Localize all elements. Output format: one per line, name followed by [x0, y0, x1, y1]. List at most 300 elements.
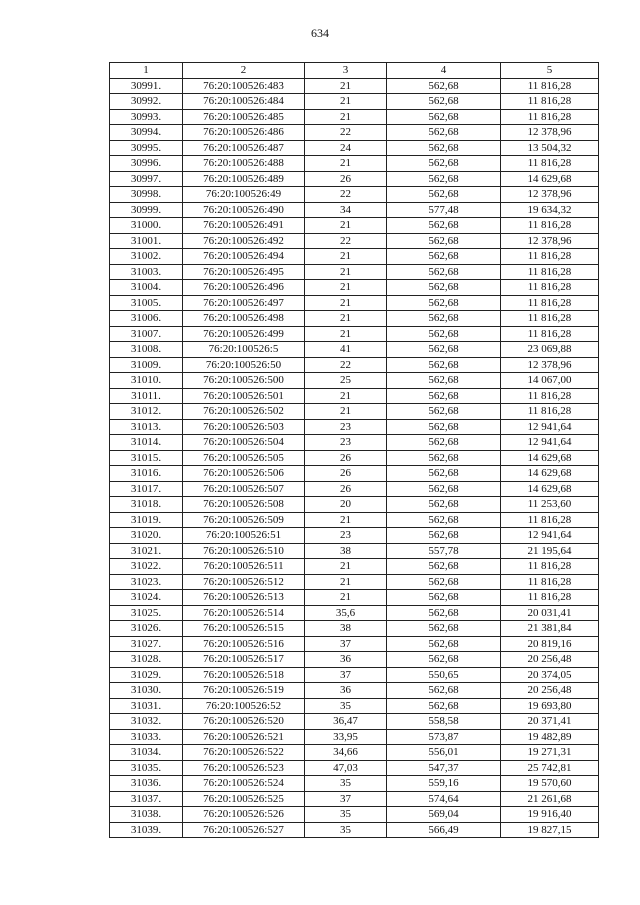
table-row — [110, 264, 599, 280]
row-number-cell: 31035. — [110, 760, 183, 776]
row-number-cell: 30999. — [110, 202, 183, 218]
table-row — [110, 481, 599, 497]
table-row — [110, 218, 599, 234]
data-table — [109, 62, 599, 838]
row-number-cell: 31018. — [110, 497, 183, 513]
cadastral-number-cell: 76:20:100526:486 — [183, 125, 305, 141]
value-cell: 14 067,00 — [501, 373, 599, 389]
row-number-cell: 31030. — [110, 683, 183, 699]
area-cell: 35 — [305, 822, 387, 838]
area-cell: 25 — [305, 373, 387, 389]
row-number-cell: 31017. — [110, 481, 183, 497]
cadastral-number-cell: 76:20:100526:517 — [183, 652, 305, 668]
rate-cell: 562,68 — [387, 326, 501, 342]
rate-cell: 562,68 — [387, 109, 501, 125]
area-cell: 21 — [305, 326, 387, 342]
table-row — [110, 419, 599, 435]
row-number-cell: 30997. — [110, 171, 183, 187]
value-cell: 20 371,41 — [501, 714, 599, 730]
table-header-row — [110, 63, 599, 79]
rate-cell: 562,68 — [387, 357, 501, 373]
rate-cell: 562,68 — [387, 311, 501, 327]
cadastral-number-cell: 76:20:100526:495 — [183, 264, 305, 280]
row-number-cell: 31022. — [110, 559, 183, 575]
row-number-cell: 31011. — [110, 388, 183, 404]
row-number-cell: 31023. — [110, 574, 183, 590]
value-cell: 11 816,28 — [501, 218, 599, 234]
cadastral-number-cell: 76:20:100526:503 — [183, 419, 305, 435]
row-number-cell: 31012. — [110, 404, 183, 420]
value-cell: 20 031,41 — [501, 605, 599, 621]
rate-cell: 562,68 — [387, 404, 501, 420]
table-row — [110, 559, 599, 575]
row-number-cell: 30991. — [110, 78, 183, 94]
value-cell: 19 693,80 — [501, 698, 599, 714]
cadastral-number-cell: 76:20:100526:511 — [183, 559, 305, 575]
cadastral-number-cell: 76:20:100526:520 — [183, 714, 305, 730]
cadastral-number-cell: 76:20:100526:516 — [183, 636, 305, 652]
value-cell: 11 816,28 — [501, 109, 599, 125]
cadastral-number-cell: 76:20:100526:484 — [183, 94, 305, 110]
table-row — [110, 326, 599, 342]
table-row — [110, 683, 599, 699]
row-number-cell: 31020. — [110, 528, 183, 544]
area-cell: 23 — [305, 419, 387, 435]
value-cell: 19 827,15 — [501, 822, 599, 838]
cadastral-number-cell: 76:20:100526:514 — [183, 605, 305, 621]
area-cell: 21 — [305, 249, 387, 265]
row-number-cell: 31033. — [110, 729, 183, 745]
row-number-cell: 30995. — [110, 140, 183, 156]
column-header: 5 — [501, 63, 599, 79]
row-number-cell: 31000. — [110, 218, 183, 234]
rate-cell: 562,68 — [387, 249, 501, 265]
area-cell: 21 — [305, 590, 387, 606]
area-cell: 41 — [305, 342, 387, 358]
rate-cell: 558,58 — [387, 714, 501, 730]
cadastral-number-cell: 76:20:100526:509 — [183, 512, 305, 528]
value-cell: 19 570,60 — [501, 776, 599, 792]
table-row — [110, 295, 599, 311]
table-row — [110, 652, 599, 668]
table-row — [110, 590, 599, 606]
column-header: 3 — [305, 63, 387, 79]
row-number-cell: 30992. — [110, 94, 183, 110]
area-cell: 23 — [305, 528, 387, 544]
row-number-cell: 31001. — [110, 233, 183, 249]
value-cell: 12 378,96 — [501, 187, 599, 203]
value-cell: 11 816,28 — [501, 326, 599, 342]
row-number-cell: 31038. — [110, 807, 183, 823]
rate-cell: 562,68 — [387, 171, 501, 187]
value-cell: 21 381,84 — [501, 621, 599, 637]
cadastral-number-cell: 76:20:100526:490 — [183, 202, 305, 218]
rate-cell: 562,68 — [387, 125, 501, 141]
cadastral-number-cell: 76:20:100526:50 — [183, 357, 305, 373]
rate-cell: 574,64 — [387, 791, 501, 807]
column-header: 1 — [110, 63, 183, 79]
rate-cell: 562,68 — [387, 435, 501, 451]
column-header: 2 — [183, 63, 305, 79]
table-row — [110, 109, 599, 125]
area-cell: 26 — [305, 450, 387, 466]
area-cell: 21 — [305, 109, 387, 125]
table-row — [110, 543, 599, 559]
area-cell: 34,66 — [305, 745, 387, 761]
value-cell: 11 816,28 — [501, 590, 599, 606]
rate-cell: 550,65 — [387, 667, 501, 683]
rate-cell: 562,68 — [387, 559, 501, 575]
value-cell: 14 629,68 — [501, 481, 599, 497]
cadastral-number-cell: 76:20:100526:515 — [183, 621, 305, 637]
area-cell: 26 — [305, 171, 387, 187]
value-cell: 11 816,28 — [501, 311, 599, 327]
rate-cell: 562,68 — [387, 512, 501, 528]
area-cell: 34 — [305, 202, 387, 218]
cadastral-number-cell: 76:20:100526:492 — [183, 233, 305, 249]
area-cell: 26 — [305, 481, 387, 497]
rate-cell: 569,04 — [387, 807, 501, 823]
area-cell: 22 — [305, 357, 387, 373]
table-row — [110, 187, 599, 203]
table-row — [110, 714, 599, 730]
rate-cell: 547,37 — [387, 760, 501, 776]
row-number-cell: 31039. — [110, 822, 183, 838]
rate-cell: 577,48 — [387, 202, 501, 218]
table-row — [110, 171, 599, 187]
value-cell: 11 253,60 — [501, 497, 599, 513]
cadastral-number-cell: 76:20:100526:508 — [183, 497, 305, 513]
row-number-cell: 30996. — [110, 156, 183, 172]
table-row — [110, 78, 599, 94]
area-cell: 36 — [305, 652, 387, 668]
value-cell: 11 816,28 — [501, 404, 599, 420]
table-row — [110, 233, 599, 249]
table-row — [110, 807, 599, 823]
rate-cell: 562,68 — [387, 652, 501, 668]
row-number-cell: 31037. — [110, 791, 183, 807]
area-cell: 23 — [305, 435, 387, 451]
table-row — [110, 435, 599, 451]
rate-cell: 562,68 — [387, 590, 501, 606]
row-number-cell: 31036. — [110, 776, 183, 792]
area-cell: 47,03 — [305, 760, 387, 776]
rate-cell: 562,68 — [387, 419, 501, 435]
row-number-cell: 30993. — [110, 109, 183, 125]
table-row — [110, 466, 599, 482]
table-row — [110, 574, 599, 590]
value-cell: 14 629,68 — [501, 466, 599, 482]
row-number-cell: 31010. — [110, 373, 183, 389]
table-row — [110, 280, 599, 296]
row-number-cell: 31031. — [110, 698, 183, 714]
rate-cell: 562,68 — [387, 218, 501, 234]
area-cell: 24 — [305, 140, 387, 156]
rate-cell: 562,68 — [387, 388, 501, 404]
value-cell: 11 816,28 — [501, 156, 599, 172]
row-number-cell: 31032. — [110, 714, 183, 730]
cadastral-number-cell: 76:20:100526:513 — [183, 590, 305, 606]
row-number-cell: 31002. — [110, 249, 183, 265]
rate-cell: 562,68 — [387, 574, 501, 590]
cadastral-number-cell: 76:20:100526:485 — [183, 109, 305, 125]
cadastral-number-cell: 76:20:100526:500 — [183, 373, 305, 389]
rate-cell: 562,68 — [387, 280, 501, 296]
row-number-cell: 31025. — [110, 605, 183, 621]
table-row — [110, 388, 599, 404]
value-cell: 11 816,28 — [501, 574, 599, 590]
cadastral-number-cell: 76:20:100526:497 — [183, 295, 305, 311]
value-cell: 11 816,28 — [501, 78, 599, 94]
value-cell: 20 819,16 — [501, 636, 599, 652]
row-number-cell: 31003. — [110, 264, 183, 280]
area-cell: 36,47 — [305, 714, 387, 730]
cadastral-number-cell: 76:20:100526:519 — [183, 683, 305, 699]
table-row — [110, 94, 599, 110]
table-row — [110, 760, 599, 776]
table-row — [110, 140, 599, 156]
cadastral-number-cell: 76:20:100526:506 — [183, 466, 305, 482]
table-row — [110, 311, 599, 327]
value-cell: 23 069,88 — [501, 342, 599, 358]
area-cell: 20 — [305, 497, 387, 513]
cadastral-number-cell: 76:20:100526:489 — [183, 171, 305, 187]
value-cell: 21 195,64 — [501, 543, 599, 559]
area-cell: 21 — [305, 295, 387, 311]
rate-cell: 562,68 — [387, 698, 501, 714]
cadastral-number-cell: 76:20:100526:483 — [183, 78, 305, 94]
area-cell: 21 — [305, 559, 387, 575]
area-cell: 35 — [305, 807, 387, 823]
row-number-cell: 31027. — [110, 636, 183, 652]
table-row — [110, 357, 599, 373]
table-row — [110, 497, 599, 513]
area-cell: 21 — [305, 404, 387, 420]
cadastral-number-cell: 76:20:100526:527 — [183, 822, 305, 838]
area-cell: 38 — [305, 621, 387, 637]
area-cell: 21 — [305, 512, 387, 528]
value-cell: 12 378,96 — [501, 125, 599, 141]
table-row — [110, 729, 599, 745]
value-cell: 11 816,28 — [501, 295, 599, 311]
cadastral-number-cell: 76:20:100526:521 — [183, 729, 305, 745]
rate-cell: 562,68 — [387, 156, 501, 172]
cadastral-number-cell: 76:20:100526:496 — [183, 280, 305, 296]
value-cell: 12 941,64 — [501, 419, 599, 435]
table-row — [110, 605, 599, 621]
row-number-cell: 31007. — [110, 326, 183, 342]
value-cell: 12 378,96 — [501, 357, 599, 373]
table-row — [110, 621, 599, 637]
value-cell: 11 816,28 — [501, 388, 599, 404]
cadastral-number-cell: 76:20:100526:502 — [183, 404, 305, 420]
value-cell: 11 816,28 — [501, 94, 599, 110]
area-cell: 35 — [305, 698, 387, 714]
rate-cell: 559,16 — [387, 776, 501, 792]
value-cell: 20 256,48 — [501, 683, 599, 699]
row-number-cell: 31015. — [110, 450, 183, 466]
page-number: 634 — [311, 26, 329, 40]
area-cell: 35 — [305, 776, 387, 792]
area-cell: 35,6 — [305, 605, 387, 621]
value-cell: 19 271,31 — [501, 745, 599, 761]
row-number-cell: 31004. — [110, 280, 183, 296]
cadastral-number-cell: 76:20:100526:518 — [183, 667, 305, 683]
cadastral-number-cell: 76:20:100526:522 — [183, 745, 305, 761]
rate-cell: 562,68 — [387, 466, 501, 482]
rate-cell: 562,68 — [387, 683, 501, 699]
cadastral-number-cell: 76:20:100526:487 — [183, 140, 305, 156]
row-number-cell: 31005. — [110, 295, 183, 311]
value-cell: 13 504,32 — [501, 140, 599, 156]
area-cell: 33,95 — [305, 729, 387, 745]
cadastral-number-cell: 76:20:100526:499 — [183, 326, 305, 342]
value-cell: 19 916,40 — [501, 807, 599, 823]
value-cell: 12 378,96 — [501, 233, 599, 249]
value-cell: 11 816,28 — [501, 559, 599, 575]
rate-cell: 556,01 — [387, 745, 501, 761]
rate-cell: 573,87 — [387, 729, 501, 745]
table-row — [110, 636, 599, 652]
value-cell: 20 256,48 — [501, 652, 599, 668]
table-row — [110, 202, 599, 218]
table-row — [110, 745, 599, 761]
table-row — [110, 512, 599, 528]
area-cell: 37 — [305, 667, 387, 683]
area-cell: 21 — [305, 156, 387, 172]
rate-cell: 562,68 — [387, 605, 501, 621]
cadastral-number-cell: 76:20:100526:512 — [183, 574, 305, 590]
row-number-cell: 31008. — [110, 342, 183, 358]
area-cell: 21 — [305, 388, 387, 404]
row-number-cell: 31034. — [110, 745, 183, 761]
area-cell: 21 — [305, 311, 387, 327]
row-number-cell: 31009. — [110, 357, 183, 373]
value-cell: 21 261,68 — [501, 791, 599, 807]
rate-cell: 562,68 — [387, 373, 501, 389]
table-row — [110, 776, 599, 792]
rate-cell: 562,68 — [387, 342, 501, 358]
area-cell: 21 — [305, 218, 387, 234]
row-number-cell: 31028. — [110, 652, 183, 668]
table-row — [110, 822, 599, 838]
value-cell: 25 742,81 — [501, 760, 599, 776]
cadastral-number-cell: 76:20:100526:524 — [183, 776, 305, 792]
row-number-cell: 30998. — [110, 187, 183, 203]
table-row — [110, 791, 599, 807]
row-number-cell: 31014. — [110, 435, 183, 451]
value-cell: 11 816,28 — [501, 512, 599, 528]
rate-cell: 562,68 — [387, 450, 501, 466]
value-cell: 12 941,64 — [501, 528, 599, 544]
area-cell: 36 — [305, 683, 387, 699]
rate-cell: 562,68 — [387, 94, 501, 110]
row-number-cell: 31024. — [110, 590, 183, 606]
row-number-cell: 31019. — [110, 512, 183, 528]
row-number-cell: 31021. — [110, 543, 183, 559]
area-cell: 21 — [305, 264, 387, 280]
table-row — [110, 528, 599, 544]
table-row — [110, 373, 599, 389]
table-row — [110, 450, 599, 466]
value-cell: 11 816,28 — [501, 264, 599, 280]
cadastral-number-cell: 76:20:100526:523 — [183, 760, 305, 776]
row-number-cell: 31026. — [110, 621, 183, 637]
cadastral-number-cell: 76:20:100526:510 — [183, 543, 305, 559]
rate-cell: 557,78 — [387, 543, 501, 559]
row-number-cell: 30994. — [110, 125, 183, 141]
row-number-cell: 31006. — [110, 311, 183, 327]
rate-cell: 562,68 — [387, 295, 501, 311]
rate-cell: 562,68 — [387, 497, 501, 513]
cadastral-number-cell: 76:20:100526:49 — [183, 187, 305, 203]
cadastral-number-cell: 76:20:100526:505 — [183, 450, 305, 466]
value-cell: 11 816,28 — [501, 280, 599, 296]
cadastral-number-cell: 76:20:100526:501 — [183, 388, 305, 404]
row-number-cell: 31029. — [110, 667, 183, 683]
value-cell: 11 816,28 — [501, 249, 599, 265]
rate-cell: 562,68 — [387, 233, 501, 249]
rate-cell: 562,68 — [387, 78, 501, 94]
value-cell: 20 374,05 — [501, 667, 599, 683]
cadastral-number-cell: 76:20:100526:5 — [183, 342, 305, 358]
area-cell: 21 — [305, 78, 387, 94]
area-cell: 37 — [305, 791, 387, 807]
row-number-cell: 31013. — [110, 419, 183, 435]
value-cell: 12 941,64 — [501, 435, 599, 451]
cadastral-number-cell: 76:20:100526:51 — [183, 528, 305, 544]
cadastral-number-cell: 76:20:100526:52 — [183, 698, 305, 714]
area-cell: 37 — [305, 636, 387, 652]
table-row — [110, 249, 599, 265]
rate-cell: 562,68 — [387, 528, 501, 544]
table-row — [110, 698, 599, 714]
value-cell: 19 482,89 — [501, 729, 599, 745]
rate-cell: 562,68 — [387, 636, 501, 652]
table-row — [110, 125, 599, 141]
rate-cell: 562,68 — [387, 481, 501, 497]
cadastral-number-cell: 76:20:100526:504 — [183, 435, 305, 451]
table-row — [110, 156, 599, 172]
cadastral-number-cell: 76:20:100526:526 — [183, 807, 305, 823]
table-row — [110, 667, 599, 683]
area-cell: 22 — [305, 187, 387, 203]
area-cell: 21 — [305, 94, 387, 110]
cadastral-number-cell: 76:20:100526:494 — [183, 249, 305, 265]
rate-cell: 562,68 — [387, 187, 501, 203]
table-row — [110, 342, 599, 358]
rate-cell: 562,68 — [387, 621, 501, 637]
column-header: 4 — [387, 63, 501, 79]
cadastral-number-cell: 76:20:100526:525 — [183, 791, 305, 807]
area-cell: 22 — [305, 125, 387, 141]
value-cell: 14 629,68 — [501, 171, 599, 187]
rate-cell: 566,49 — [387, 822, 501, 838]
area-cell: 21 — [305, 574, 387, 590]
rate-cell: 562,68 — [387, 264, 501, 280]
cadastral-number-cell: 76:20:100526:498 — [183, 311, 305, 327]
value-cell: 19 634,32 — [501, 202, 599, 218]
cadastral-number-cell: 76:20:100526:507 — [183, 481, 305, 497]
cadastral-number-cell: 76:20:100526:488 — [183, 156, 305, 172]
value-cell: 14 629,68 — [501, 450, 599, 466]
row-number-cell: 31016. — [110, 466, 183, 482]
table-body — [110, 78, 599, 838]
rate-cell: 562,68 — [387, 140, 501, 156]
area-cell: 22 — [305, 233, 387, 249]
area-cell: 38 — [305, 543, 387, 559]
area-cell: 26 — [305, 466, 387, 482]
